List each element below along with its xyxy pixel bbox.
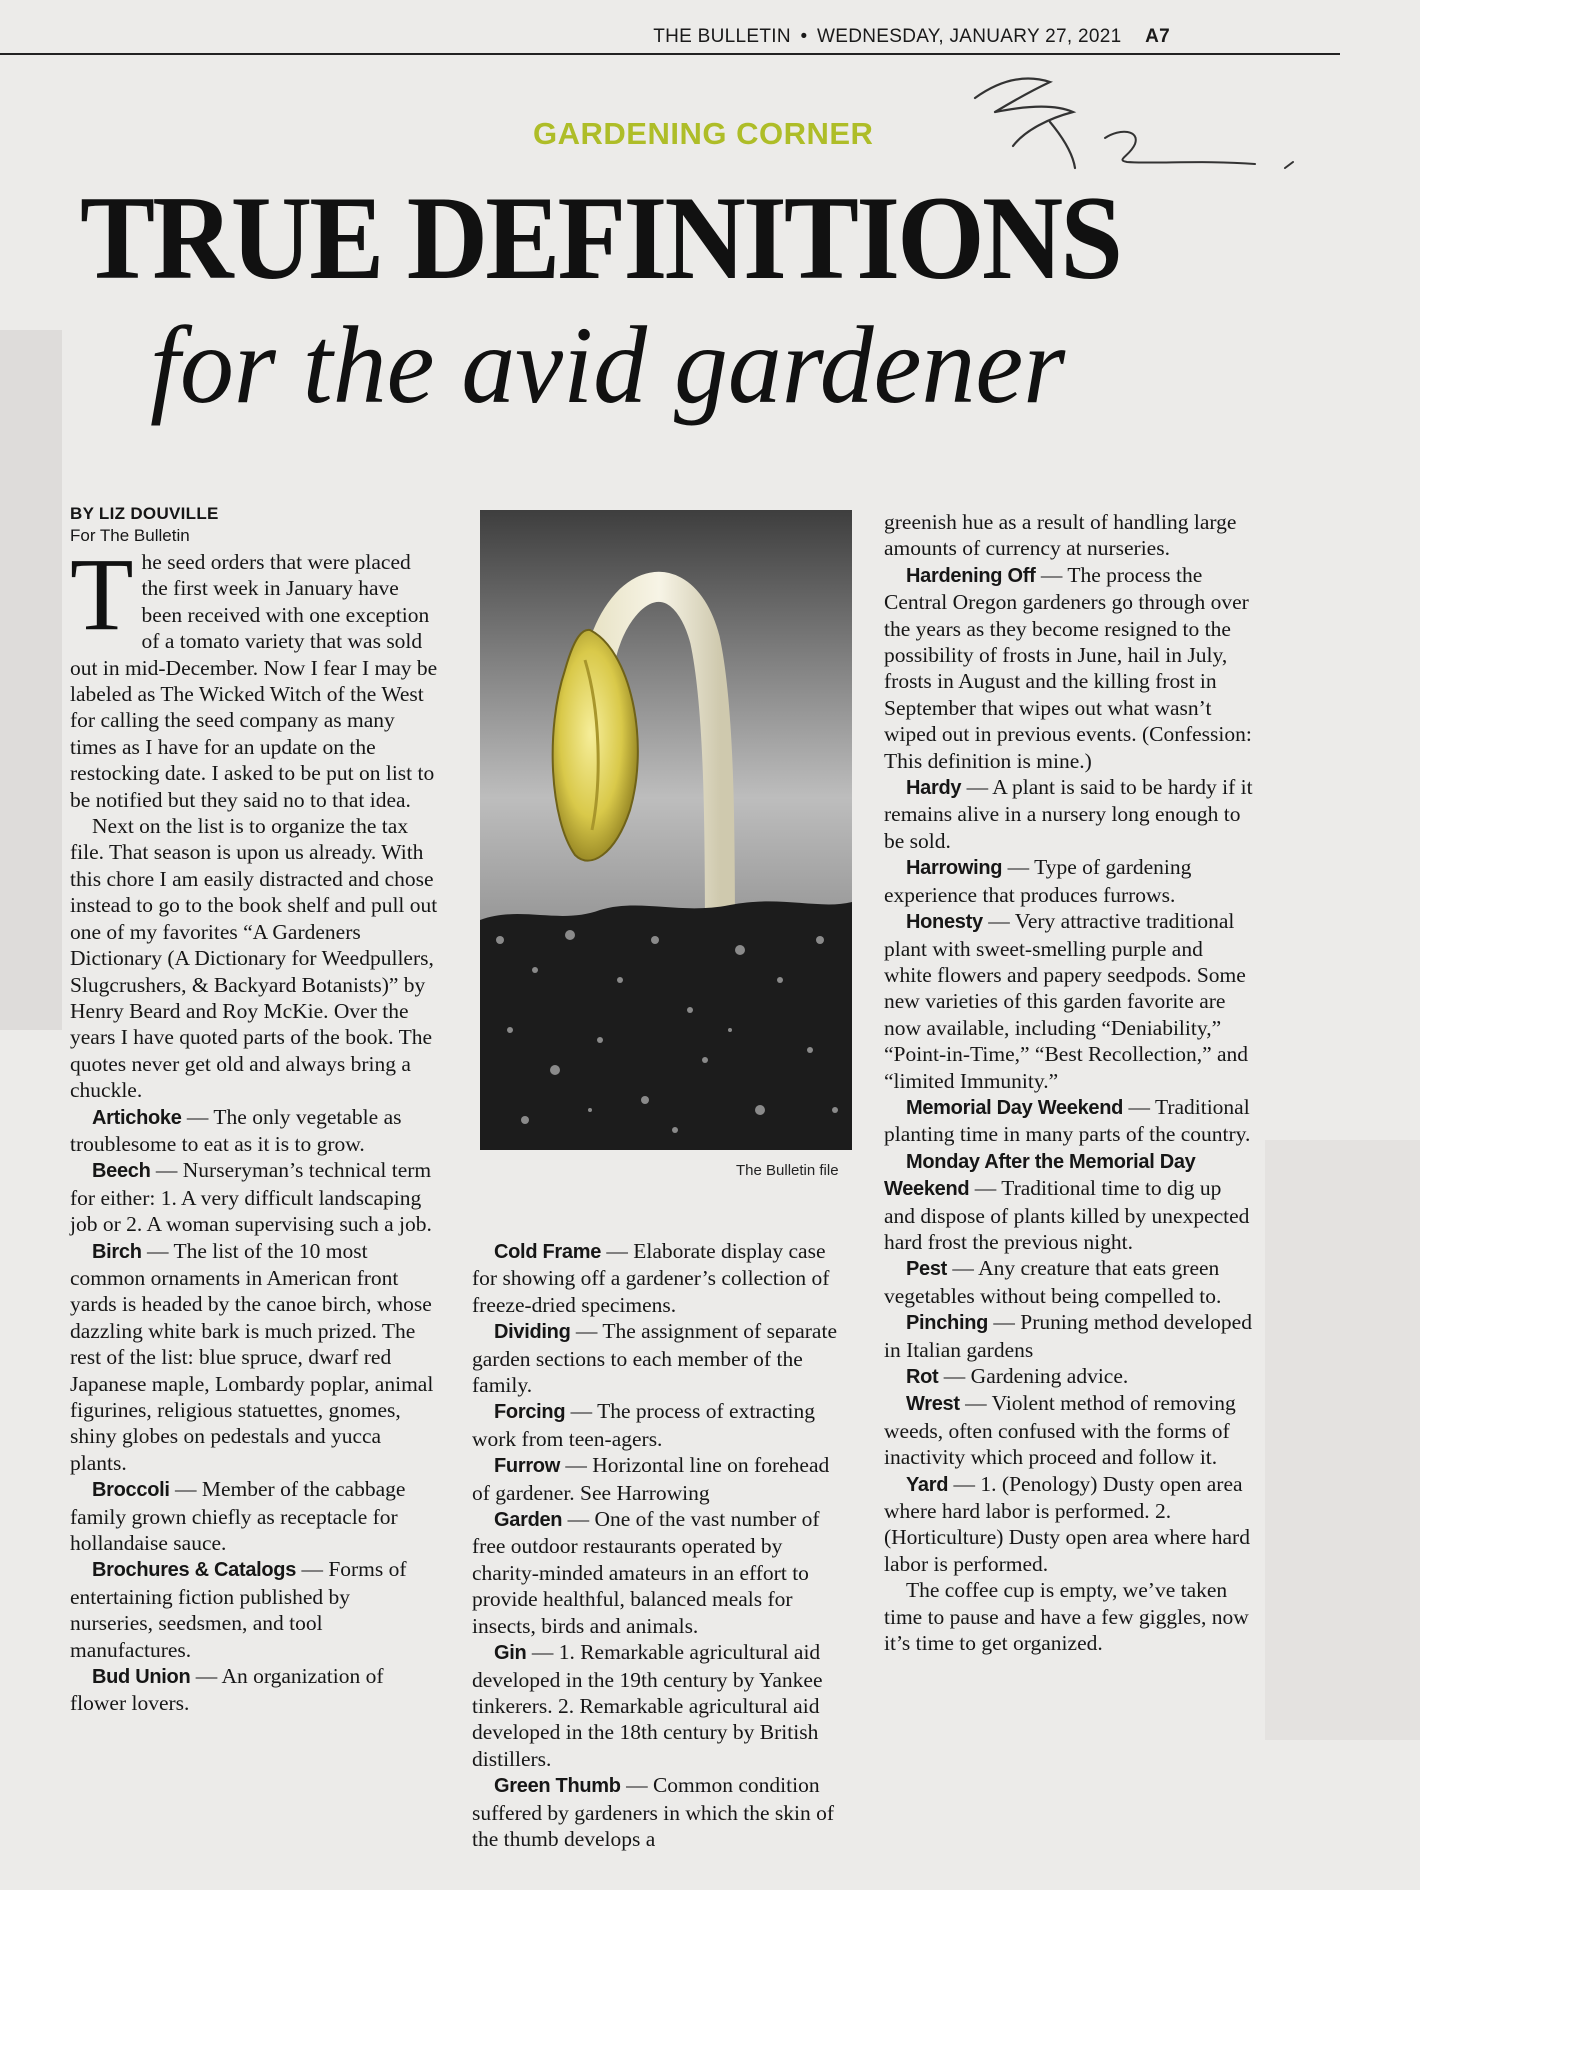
em-dash: — [575,1319,598,1344]
bleed-through-shade-left [0,330,62,1030]
em-dash: — [966,775,989,800]
definition-green-thumb [472,1772,850,1852]
definition-term: Wrest [906,1393,960,1416]
intro-paragraph-2: Next on the list is to organize the tax file. That season is upon us already. With this chore I am easily distracted and chose instead to go to the book shelf and pull out one of my favorites “A Gardeners Dictionary (A Dictionary for Weedpullers, Slugcrushers, & Backyard Botanists)” by Henry Beard and Roy McKie. Over the years I have quoted parts of the book. The quotes never get old and always bring a chuckle. [70,814,438,1103]
definition-text: Any creature that eats green vegetables without being compelled to. [884,1256,1222,1308]
definition-term: Furrow [494,1455,560,1478]
definition-text: Type of gardening experience that produces furrows. [884,855,1192,907]
em-dash: — [147,1238,169,1263]
lead-text: he seed orders that were placed the first week in January have been received with one exception of a tomato variety that was sold out in mid-December. Now I fear I may be labeled as The Wicked Witch of the West for calling the seed company as many times as I have for an update on the restocking date. I asked to be put on list to be notified but they said no to that idea. [70,550,438,812]
masthead [653,26,1170,48]
definition-term: Hardy [906,777,962,800]
em-dash: — [952,1256,974,1281]
definition-term: Rot [906,1366,939,1388]
em-dash: — [974,1176,997,1201]
definition-term: Birch [92,1240,142,1263]
definition-term: Honesty [906,911,983,934]
paper-name: THE BULLETIN [653,26,791,47]
closing-paragraph: The coffee cup is empty, we’ve taken time to pause and have a few giggles, now it’s time to get organized. [884,1578,1249,1656]
article-column-1 [70,503,438,1717]
em-dash: — [570,1399,593,1424]
em-dash: — [943,1364,966,1388]
definition-text: The process the Central Oregon gardeners go through over the years as they become resigned to the possibility of frosts in June, hail in July, frosts in August and the killing frost in September that wipes out what wasn’t wiped out in previous events. (Confession: This definition is mine.) [884,562,1252,773]
definition-rot [884,1363,1254,1390]
em-dash: — [1007,855,1030,880]
definition-term: Broccoli [92,1479,170,1502]
definition-pinching [884,1309,1254,1363]
definition-text: An organization of flower lovers. [70,1664,384,1716]
definition-term: Pest [906,1258,948,1281]
em-dash: — [993,1310,1015,1335]
definition-garden [472,1506,850,1639]
definition-text: Traditional time to dig up and dispose of plants killed by unexpected hard frost the previous night. [884,1176,1250,1254]
definition-term: Beech [92,1160,151,1183]
definition-birch [70,1238,438,1477]
masthead-separator: • [800,26,808,47]
em-dash: — [567,1507,590,1532]
page-number: A7 [1145,26,1170,47]
definition-green-thumb-continued: greenish hue as a result of handling large amounts of currency at nurseries. [884,510,1237,561]
definition-text: 1. Remarkable agricultural aid developed in the 19th century by Yankee tinkerers. 2. Remarkable agricultural aid developed in the 18th century by British distillers. [472,1640,823,1771]
definition-term: Dividing [494,1321,571,1344]
definition-term: Artichoke [92,1106,182,1129]
definition-honesty [884,908,1254,1094]
definition-text: The only vegetable as troublesome to eat as it is to grow. [70,1104,402,1156]
em-dash: — [175,1477,197,1502]
em-dash: — [565,1453,587,1478]
definition-term: Garden [494,1509,563,1532]
byline-affiliation: For The Bulletin [70,526,190,545]
definition-term: Harrowing [906,857,1003,880]
definition-term: Pinching [906,1312,989,1335]
definition-text: The list of the 10 most common ornaments in American front yards is headed by the canoe birch, whose dazzling white bark is much prized. The rest of the list: blue spruce, dwarf red Japanese maple, Lombardy poplar, animal figurines, religious statuettes, gnomes, shiny globes on pedestals and yucca plants. [70,1238,434,1475]
definition-term: Yard [906,1473,949,1496]
definition-artichoke [70,1104,438,1158]
em-dash: — [606,1239,628,1263]
definition-wrest [884,1390,1254,1470]
definition-text: Traditional planting time in many parts of the country. [884,1094,1251,1147]
handwritten-signature [955,60,1305,180]
definition-text: Common condition suffered by gardeners in which the skin of the thumb develops a [472,1773,835,1851]
em-dash: — [965,1391,987,1416]
definition-text: A plant is said to be hardy if it remains alive in a nursery long enough to be sold. [884,775,1253,853]
definition-beech [70,1157,438,1237]
definition-forcing [472,1398,850,1452]
em-dash: — [195,1664,218,1689]
definition-cold-frame [472,1238,850,1318]
drop-cap: T [70,549,134,652]
photo-credit: The Bulletin file [736,1162,839,1179]
article-column-3 [884,509,1254,1656]
definition-term: Cold Frame [494,1241,602,1263]
definition-harrowing [884,854,1254,908]
definition-text: Gardening advice. [970,1364,1129,1388]
definition-text: The assignment of separate garden sections to each member of the family. [472,1319,837,1398]
definition-text: Pruning method developed in Italian gardens [884,1310,1252,1362]
definition-broccoli [70,1476,438,1556]
definition-furrow [472,1452,850,1506]
section-kicker: GARDENING CORNER [533,116,874,151]
definition-hardy [884,774,1254,854]
definition-dividing [472,1318,850,1398]
definition-term: Monday After the Memorial Day Weekend [884,1150,1196,1201]
definition-yard [884,1471,1254,1578]
byline-author: BY LIZ DOUVILLE [70,504,219,523]
em-dash: — [531,1640,554,1665]
definition-term: Bud Union [92,1666,191,1689]
definition-text: One of the vast number of free outdoor restaurants operated by charity-minded amateurs in an effort to provide healthful, balanced meals for insects, birds and animals. [472,1507,820,1638]
bleed-through-shade-right [1265,1140,1420,1740]
em-dash: — [626,1773,648,1798]
definition-hardening-off [884,562,1254,774]
definition-bud-union [70,1663,438,1717]
definition-term: Brochures & Catalogs [92,1559,297,1582]
headline: TRUE DEFINITIONS [80,171,1121,304]
definition-text: Violent method of removing weeds, often confused with the forms of inactivity which proceed and follow it. [884,1391,1236,1470]
definition-brochures-catalogs [70,1556,438,1663]
definition-memorial-day-weekend [884,1094,1254,1148]
issue-date: WEDNESDAY, JANUARY 27, 2021 [817,26,1122,47]
definition-gin [472,1639,850,1772]
definition-term: Green Thumb [494,1775,621,1798]
definition-text: Member of the cabbage family grown chiefly as receptacle for hollandaise sauce. [70,1477,406,1556]
definition-text: Elaborate display case for showing off a gardener’s collection of freeze-dried specimens. [472,1239,830,1317]
definition-text: Horizontal line on forehead of gardener. See Harrowing [472,1453,830,1505]
em-dash: — [1040,562,1063,587]
definition-monday-after-memorial-day [884,1148,1254,1256]
em-dash: — [988,909,1010,934]
em-dash: — [155,1158,178,1183]
seedling-photo [480,510,852,1150]
definition-text: Nurseryman’s technical term for either: 1. A very difficult landscaping job or 2. A woman supervising such a job. [70,1158,432,1237]
em-dash: — [301,1557,323,1582]
definition-pest [884,1255,1254,1309]
definition-text: Forms of entertaining fiction published by nurseries, seedsmen, and tool manufactures. [70,1557,407,1662]
em-dash: — [1128,1094,1150,1119]
definition-text: The process of extracting work from teen-agers. [472,1399,816,1451]
definition-term: Hardening Off [906,564,1036,587]
article-column-2 [472,1238,850,1852]
definition-term: Gin [494,1642,527,1665]
definition-text: 1. (Penology) Dusty open area where hard labor is performed. 2. (Horticulture) Dusty open area where hard labor is performed. [884,1471,1250,1576]
masthead-rule [0,53,1340,55]
definition-term: Memorial Day Weekend [906,1096,1124,1119]
lead-paragraph [70,549,438,813]
em-dash: — [953,1471,976,1496]
em-dash: — [186,1104,209,1129]
definition-term: Forcing [494,1401,566,1424]
subheadline: for the avid gardener [150,304,1066,426]
definition-text: Very attractive traditional plant with sweet-smelling purple and white flowers and papery seedpods. Some new varieties of this garden favorite are now available, including “Deniability,” “Point-in-Time,” “Best Recollection,” and “limited Immunity.” [884,909,1249,1093]
